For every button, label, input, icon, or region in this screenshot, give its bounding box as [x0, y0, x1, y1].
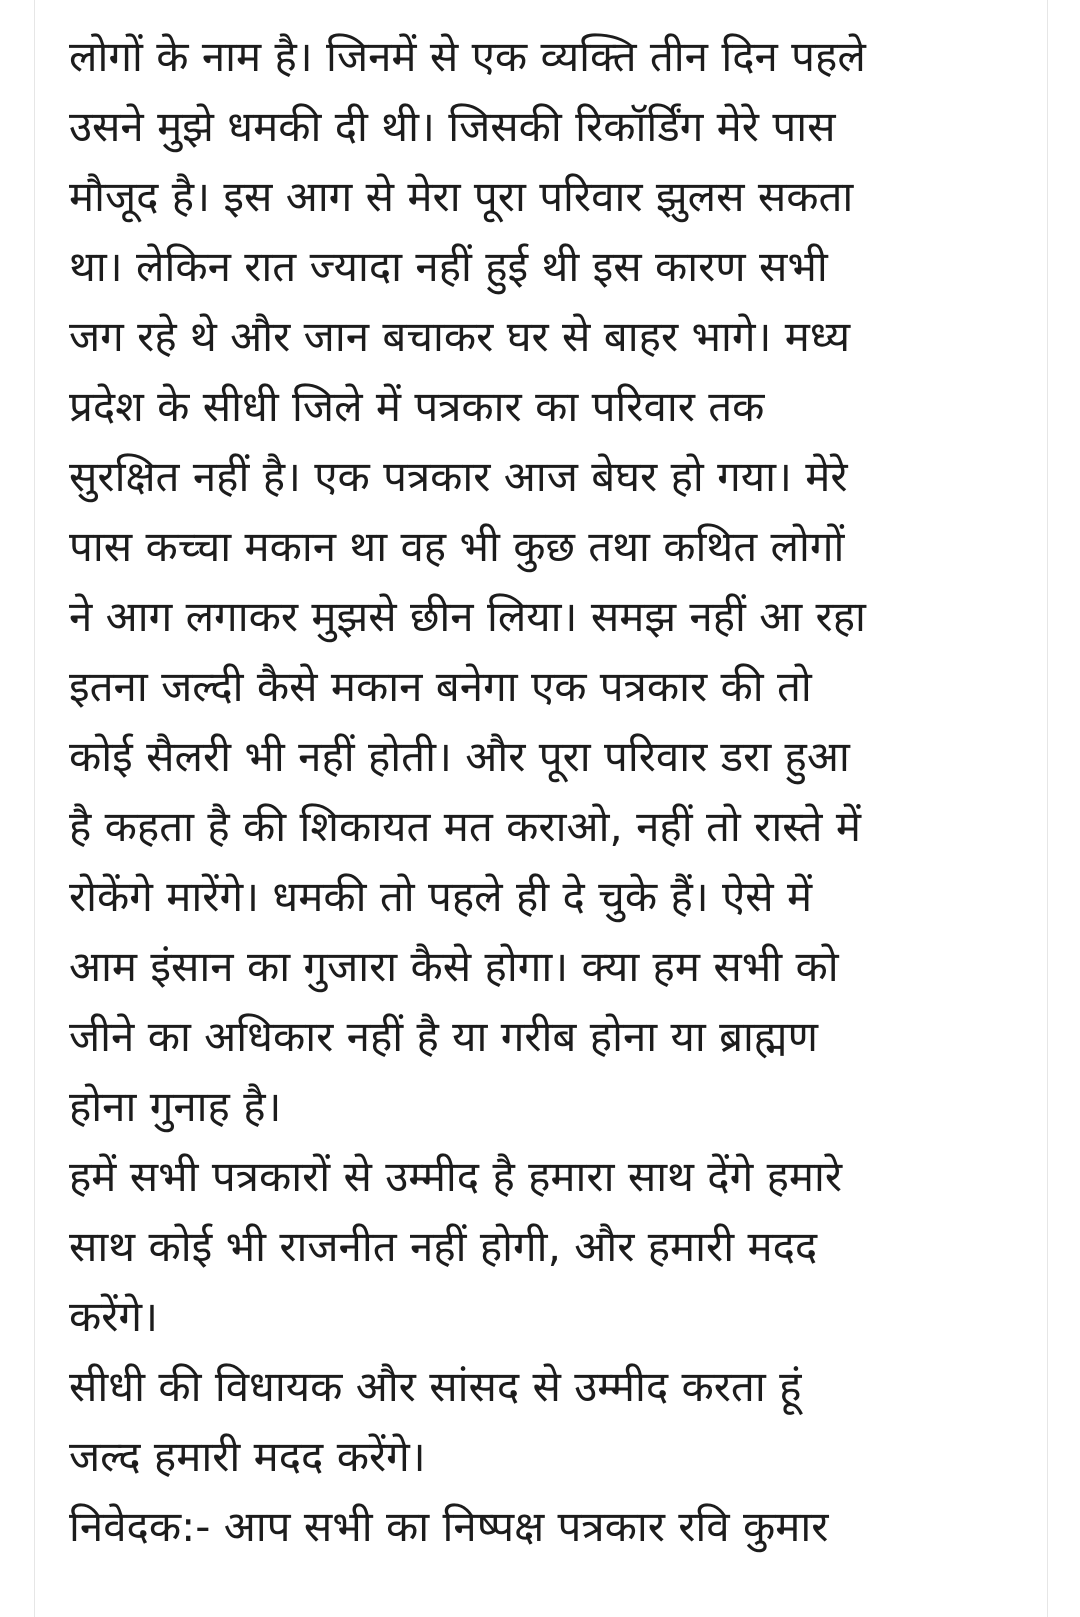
text-line: प्रदेश के सीधी जिले में पत्रकार का परिवार तक [69, 382, 765, 431]
text-line: रोकेंगे मारेंगे। धमकी तो पहले ही दे चुके हैं। ऐसे में [69, 872, 813, 921]
text-line: होना गुनाह है। [69, 1082, 282, 1131]
text-line: जग रहे थे और जान बचाकर घर से बाहर भागे। मध्य [69, 312, 851, 361]
post-body [34, 0, 1048, 1617]
text-line: लोगों के नाम है। जिनमें से एक व्यक्ति तीन दिन पहले [69, 32, 866, 81]
text-line: पास कच्चा मकान था वह भी कुछ तथा कथित लोगों [69, 522, 845, 571]
text-line: सुरक्षित नहीं है। एक पत्रकार आज बेघर हो गया। मेरे [69, 452, 848, 501]
text-line: साथ कोई भी राजनीत नहीं होगी, और हमारी मदद [69, 1222, 818, 1271]
text-line: है कहता है की शिकायत मत कराओ, नहीं तो रास्ते में [69, 802, 861, 851]
text-line: कोई सैलरी भी नहीं होती। और पूरा परिवार डरा हुआ [69, 732, 850, 781]
text-line: जल्द हमारी मदद करेंगे। [69, 1432, 426, 1481]
text-line: करेंगे। [69, 1292, 158, 1341]
text-line: इतना जल्दी कैसे मकान बनेगा एक पत्रकार की तो [69, 662, 812, 711]
text-line: आम इंसान का गुजारा कैसे होगा। क्या हम सभी को [69, 942, 839, 991]
text-line: उसने मुझे धमकी दी थी। जिसकी रिकॉर्डिंग मेरे पास [69, 102, 836, 151]
text-line: सीधी की विधायक और सांसद से उम्मीद करता हूं [69, 1362, 802, 1411]
text-line: जीने का अधिकार नहीं है या गरीब होना या ब्राह्मण [69, 1012, 818, 1061]
text-line: था। लेकिन रात ज्यादा नहीं हुई थी इस कारण सभी [69, 242, 828, 291]
text-line: मौजूद है। इस आग से मेरा पूरा परिवार झुलस सकता [69, 172, 854, 221]
text-line: हमें सभी पत्रकारों से उम्मीद है हमारा साथ देंगे हमारे [69, 1152, 843, 1201]
text-line: निवेदक:- आप सभी का निष्पक्ष पत्रकार रवि कुमार [69, 1502, 829, 1551]
text-line: ने आग लगाकर मुझसे छीन लिया। समझ नहीं आ रहा [69, 592, 866, 641]
